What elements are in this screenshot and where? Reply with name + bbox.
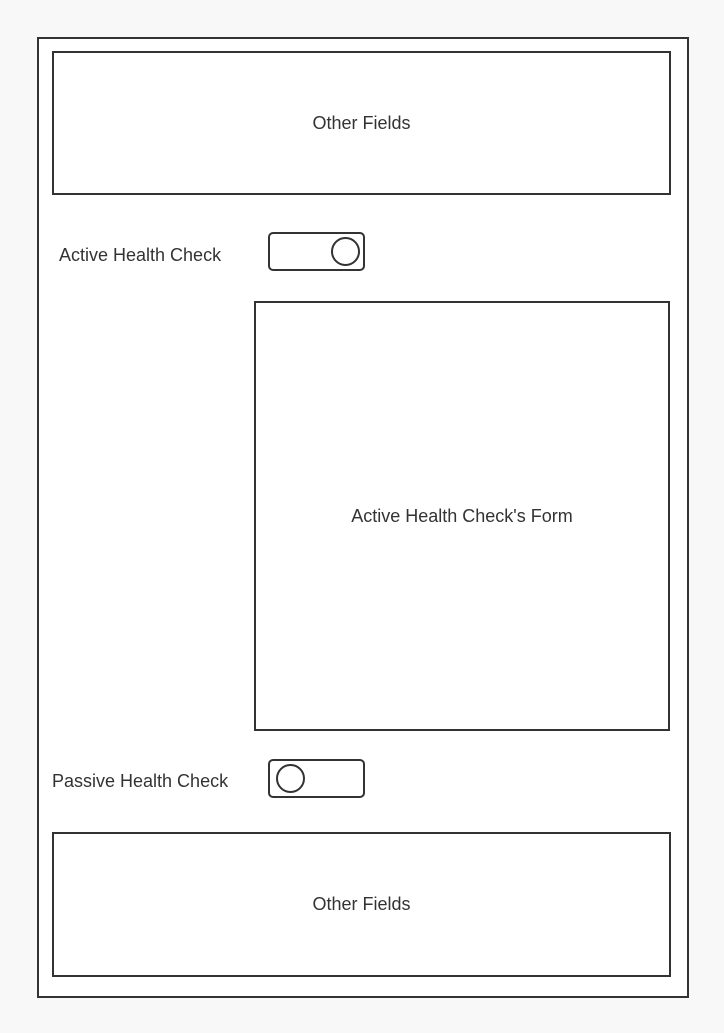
active-health-check-form [254, 301, 670, 731]
active-health-check-label: Active Health Check [59, 245, 222, 265]
passive-health-check-toggle[interactable] [268, 759, 365, 798]
top-other-fields-box [52, 51, 671, 195]
toggle-knob [276, 764, 305, 793]
bottom-other-fields-label: Other Fields [312, 894, 411, 914]
top-other-fields-label: Other Fields [312, 112, 411, 133]
passive-health-check-label: Passive Health Check [52, 771, 229, 791]
active-health-check-toggle[interactable] [268, 232, 365, 271]
toggle-knob [331, 237, 360, 266]
active-health-check-form-label: Active Health Check's Form [351, 505, 573, 526]
bottom-other-fields-box [52, 832, 671, 977]
